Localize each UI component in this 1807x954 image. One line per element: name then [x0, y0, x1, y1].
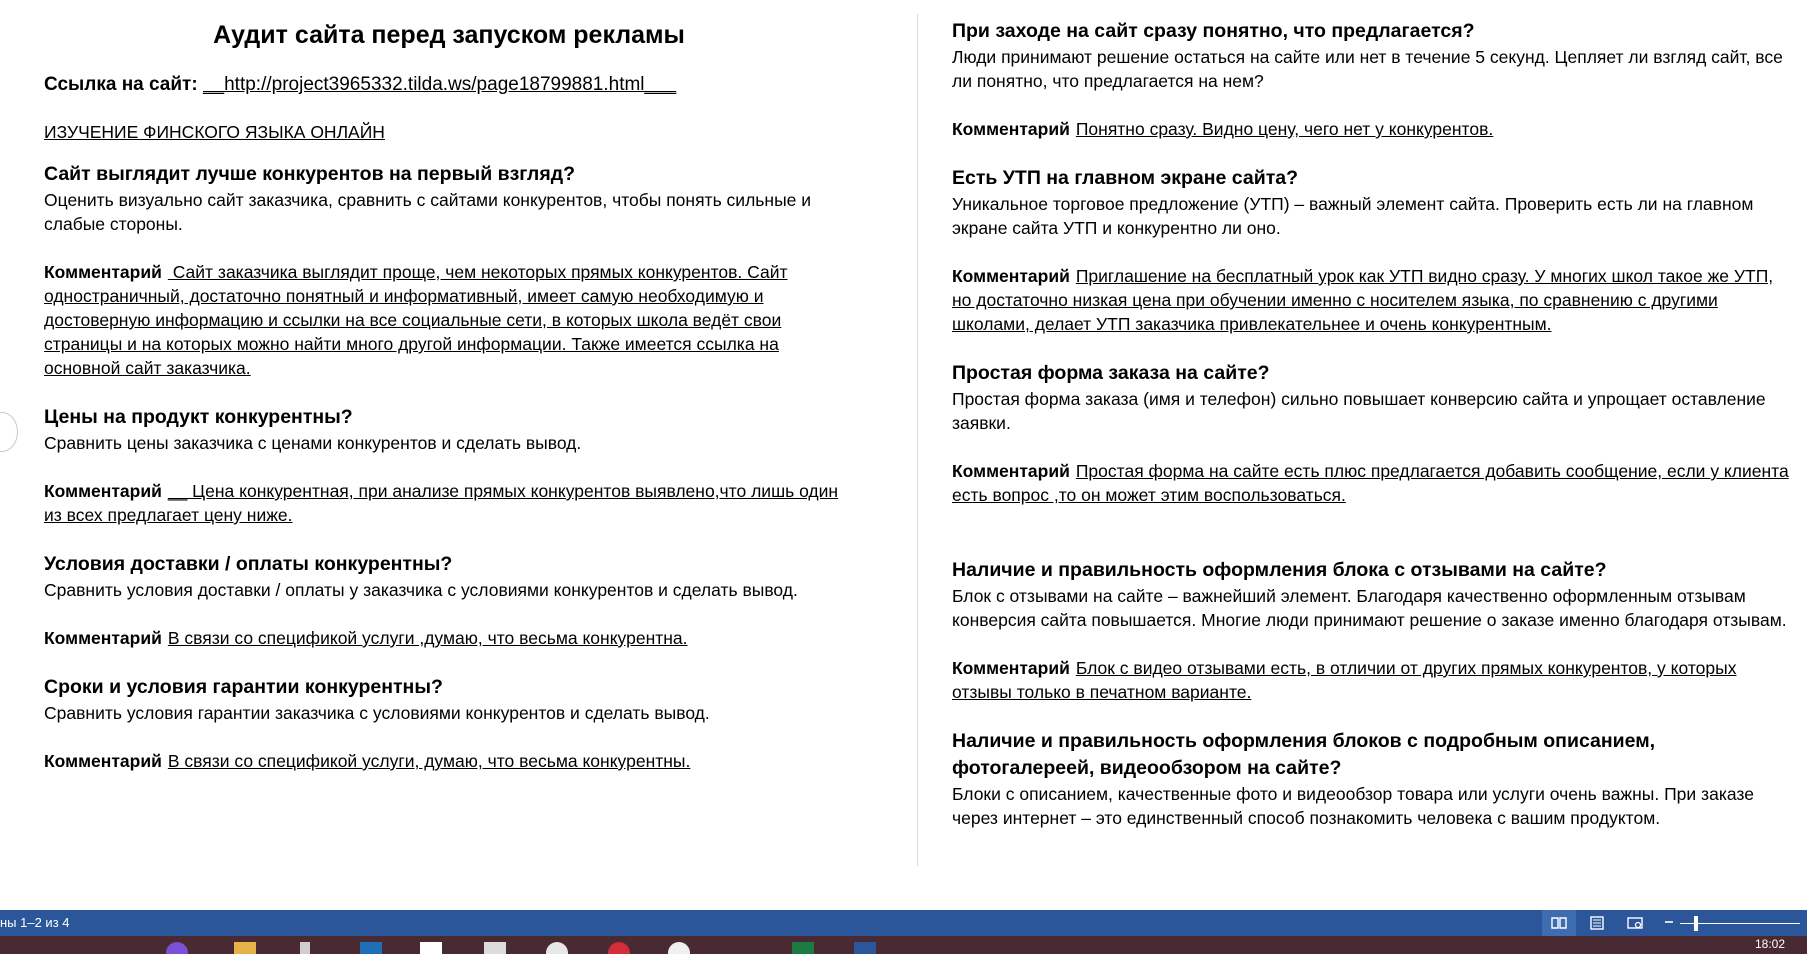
page-count-status[interactable]: ны 1–2 из 4	[0, 915, 70, 930]
status-bar	[0, 910, 1807, 936]
section-description: Сравнить условия гарантии заказчика с условиями конкурентов и сделать вывод.	[44, 703, 710, 723]
section-comment	[44, 260, 854, 380]
audit-section	[952, 360, 1794, 507]
audit-section	[44, 674, 854, 773]
comment-label: Комментарий	[44, 628, 162, 648]
comment-text: Сайт заказчика выглядит проще, чем некоторых прямых конкурентов. Сайт одностраничный, достаточно понятный и информативный, имеет самую необходимую и достоверную информацию и ссылки на все социальные сети, в которых школа ведёт свои страницы и на которых можно найти много другой информации. Также имеется ссылка на основной сайт заказчика.	[44, 262, 788, 378]
app-icon[interactable]	[166, 942, 188, 954]
zoom-slider-thumb[interactable]	[1694, 916, 1698, 931]
phone-icon[interactable]	[300, 942, 310, 954]
section-description: Простая форма заказа (имя и телефон) сильно повышает конверсию сайта и упрощает оставление заявки.	[952, 389, 1766, 433]
section-heading: Сроки и условия гарантии конкурентны?	[44, 676, 443, 698]
section-description: Блоки с описанием, качественные фото и видеообзор товара или услуги очень важны. При заказе через интернет – это единственный способ познакомить человека с вашим продуктом.	[952, 784, 1754, 828]
page-right	[952, 18, 1794, 854]
zoom-control	[1664, 910, 1800, 936]
comment-label: Комментарий	[44, 481, 162, 501]
blank-paragraph	[952, 531, 1794, 557]
comment-text: В связи со спецификой услуги ,думаю, что весьма конкурентна.	[167, 628, 688, 648]
section-comment	[952, 459, 1794, 507]
page-scroll-marker[interactable]	[0, 412, 18, 452]
comment-text: Простая форма на сайте есть плюс предлагается добавить сообщение, если у клиента есть вопрос ,то он может этим воспользоваться.	[952, 461, 1789, 505]
section-description: Сравнить условия доставки / оплаты у заказчика с условиями конкурентов и сделать вывод.	[44, 580, 798, 600]
section-heading: Цены на продукт конкурентны?	[44, 406, 353, 428]
section-description: Уникальное торговое предложение (УТП) – важный элемент сайта. Проверить есть ли на главном экране сайта УТП и конкурентно ли оно.	[952, 194, 1754, 238]
taskbar	[0, 936, 1807, 954]
section-description: Люди принимают решение остаться на сайте или нет в течение 5 секунд. Цепляет ли взгляд сайт, все ли понятно, что предлагается на нем?	[952, 47, 1783, 91]
section-heading: Сайт выглядит лучше конкурентов на первый взгляд?	[44, 163, 575, 185]
audit-section	[44, 404, 854, 527]
section-heading: Наличие и правильность оформления блока с отзывами на сайте?	[952, 559, 1607, 581]
site-link-url[interactable]: __http://project3965332.tilda.ws/page18799881.html___	[202, 74, 677, 95]
view-switcher	[1542, 910, 1652, 936]
page-divider	[917, 14, 918, 866]
audit-section	[952, 728, 1794, 830]
topic-line: ИЗУЧЕНИЕ ФИНСКОГО ЯЗЫКА ОНЛАЙН	[44, 122, 385, 142]
comment-text: Понятно сразу. Видно цену, чего нет у конкурентов.	[1075, 119, 1494, 139]
section-heading: Простая форма заказа на сайте?	[952, 362, 1270, 384]
section-comment	[44, 626, 854, 650]
app-icon[interactable]	[420, 942, 442, 954]
comment-label: Комментарий	[44, 262, 162, 282]
audit-section	[44, 551, 854, 650]
folder-icon[interactable]	[234, 942, 256, 954]
print-layout-icon[interactable]	[1580, 910, 1614, 936]
zoom-slider[interactable]	[1680, 923, 1800, 924]
section-comment	[44, 749, 854, 773]
comment-text: Блок с видео отзывами есть, в отличии от других прямых конкурентов, у которых отзывы только в печатном варианте.	[952, 658, 1737, 702]
page-left	[44, 18, 854, 797]
taskbar-clock[interactable]: 18:02	[1754, 937, 1785, 951]
app-icon[interactable]	[668, 942, 690, 954]
section-description: Оценить визуально сайт заказчика, сравнить с сайтами конкурентов, чтобы понять сильные и слабые стороны.	[44, 190, 812, 234]
word-icon[interactable]	[854, 942, 876, 954]
comment-label: Комментарий	[952, 266, 1070, 286]
store-icon[interactable]	[360, 942, 382, 954]
section-comment	[44, 479, 854, 527]
audit-section	[952, 165, 1794, 336]
section-heading: Есть УТП на главном экране сайта?	[952, 167, 1299, 189]
section-heading: Условия доставки / оплаты конкурентны?	[44, 553, 453, 575]
section-comment	[952, 656, 1794, 704]
section-comment	[952, 264, 1794, 336]
section-description: Блок с отзывами на сайте – важнейший элемент. Благодаря качественно оформленным отзывам конверсия сайта повышается. Многие люди принимают решение о заказе именно благодаря отзывам.	[952, 586, 1787, 630]
opera-icon[interactable]	[608, 942, 630, 954]
comment-label: Комментарий	[952, 658, 1070, 678]
comment-text: Приглашение на бесплатный урок как УТП видно сразу. У многих школ такое же УТП, но достаточно низкая цена при обучении именно с носителем языка, по сравнению с другими школами, делает УТП заказчика привлекательнее и очень конкурентным.	[952, 266, 1774, 334]
section-heading: Наличие и правильность оформления блоков с подробным описанием, фотогалереей, видеообзором на сайте?	[952, 730, 1656, 779]
document-title: Аудит сайта перед запуском рекламы	[213, 21, 685, 49]
app-icon[interactable]	[484, 942, 506, 954]
comment-text: В связи со спецификой услуги, думаю, что весьма конкурентны.	[167, 751, 691, 771]
browser-icon[interactable]	[546, 942, 568, 954]
section-heading: При заходе на сайт сразу понятно, что предлагается?	[952, 20, 1475, 42]
zoom-out-icon[interactable]	[1664, 910, 1674, 936]
comment-label: Комментарий	[952, 119, 1070, 139]
read-mode-icon[interactable]	[1542, 910, 1576, 936]
comment-text: __ Цена конкурентная, при анализе прямых конкурентов выявлено,что лишь один из всех предлагает цену ниже.	[44, 481, 839, 525]
site-link-label: Ссылка на сайт:	[44, 74, 198, 95]
comment-label: Комментарий	[44, 751, 162, 771]
site-link-line	[44, 72, 854, 98]
audit-section	[952, 18, 1794, 141]
audit-section	[44, 161, 854, 380]
web-layout-icon[interactable]	[1618, 910, 1652, 936]
section-description: Сравнить цены заказчика с ценами конкурентов и сделать вывод.	[44, 433, 582, 453]
excel-icon[interactable]	[792, 942, 814, 954]
section-comment	[952, 117, 1794, 141]
comment-label: Комментарий	[952, 461, 1070, 481]
audit-section	[952, 557, 1794, 704]
